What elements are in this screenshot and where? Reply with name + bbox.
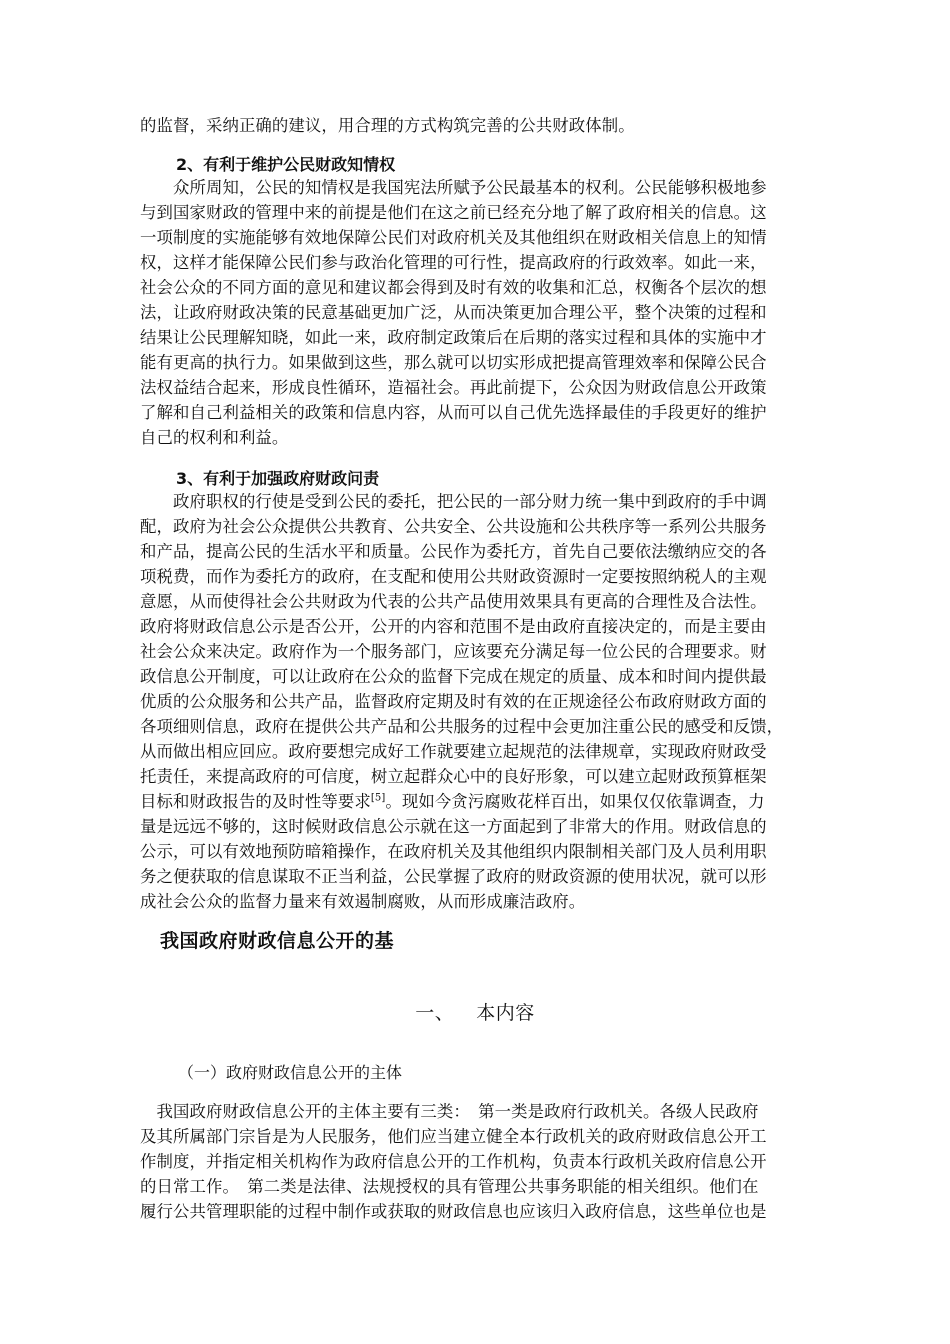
chapter-number: 一、 xyxy=(415,1002,455,1024)
text-line: 政府将财政信息公示是否公开，公开的内容和范围不是由政府直接决定的，而是主要由 xyxy=(140,617,767,636)
text-line: 众所周知，公民的知情权是我国宪法所赋予公民最基本的权利。公民能够积极地参 xyxy=(140,178,767,197)
text-line: 了解和自己利益相关的政策和信息内容，从而可以自己优先选择最佳的手段更好的维护 xyxy=(140,403,767,422)
text-line: 履行公共管理职能的过程中制作或获取的财政信息也应该归入政府信息，这些单位也是 xyxy=(140,1202,767,1221)
text-line: 项税费，而作为委托方的政府，在支配和使用公共财政资源时一定要按照纳税人的主观 xyxy=(140,567,767,586)
text-line: 成社会公众的监督力量来有效遏制腐败，从而形成廉洁政府。 xyxy=(140,892,586,911)
text-line: 优质的公众服务和公共产品，监督政府定期及时有效的在正规途径公布政府财政方面的 xyxy=(140,692,767,711)
text-line: 自己的权利和利益。 xyxy=(140,428,289,447)
text-line: 意愿，从而使得社会公共财政为代表的公共产品使用效果具有更高的合理性及合法性。 xyxy=(140,592,767,611)
heading-accountability: 3、有利于加强政府财政问责 xyxy=(176,469,380,488)
text-line: 的监督，采纳正确的建议，用合理的方式构筑完善的公共财政体制。 xyxy=(140,116,635,135)
text-line: 各项细则信息，政府在提供公共产品和公共服务的过程中会更加注重公民的感受和反馈， xyxy=(140,717,784,736)
section-heading: 我国政府财政信息公开的基 xyxy=(160,930,395,952)
text-line: 量是远远不够的，这时候财政信息公示就在这一方面起到了非常大的作用。财政信息的 xyxy=(140,817,767,836)
text-line: 社会公众的不同方面的意见和建议都会得到及时有效的收集和汇总，权衡各个层次的想 xyxy=(140,278,767,297)
text-line: 务之便获取的信息谋取不正当利益，公民掌握了政府的财政资源的使用状况，就可以形 xyxy=(140,867,767,886)
text-line: 的日常工作。 第二类是法律、法规授权的具有管理公共事务职能的相关组织。他们在 xyxy=(140,1177,759,1196)
chapter-heading xyxy=(0,998,950,1025)
text-line: 目标和财政报告的及时性等要求[5]。现如今贪污腐败花样百出，如果仅仅依靠调查，力 xyxy=(140,792,765,811)
heading-right-to-know: 2、有利于维护公民财政知情权 xyxy=(176,155,396,174)
paragraph-accountability xyxy=(140,489,812,914)
text-line: 政府职权的行使是受到公民的委托，把公民的一部分财力统一集中到政府的手中调 xyxy=(140,492,767,511)
citation-ref: [5] xyxy=(370,792,386,804)
text-line: 托责任，来提高政府的可信度，树立起群众心中的良好形象，可以建立起财政预算框架 xyxy=(140,767,767,786)
text-line: 政信息公开制度，可以让政府在公众的监督下完成在规定的质量、成本和时间内提供最 xyxy=(140,667,767,686)
text-line: 一项制度的实施能够有效地保障公民们对政府机关及其他组织在财政相关信息上的知情 xyxy=(140,228,767,247)
text-line: 社会公众来决定。政府作为一个服务部门，应该要充分满足每一位公民的合理要求。财 xyxy=(140,642,767,661)
text-line: 从而做出相应回应。政府要想完成好工作就要建立起规范的法律规章，实现政府财政受 xyxy=(140,742,767,761)
text-line: 及其所属部门宗旨是为人民服务，他们应当建立健全本行政机关的政府财政信息公开工 xyxy=(140,1127,767,1146)
text-line: 和产品，提高公民的生活水平和质量。公民作为委托方，首先自己要依法缴纳应交的各 xyxy=(140,542,767,561)
chapter-title: 本内容 xyxy=(476,1002,535,1024)
text-line: 权，这样才能保障公民们参与政治化管理的可行性，提高政府的行政效率。如此一来， xyxy=(140,253,767,272)
text-line: 配，政府为社会公众提供公共教育、公共安全、公共设施和公共秩序等一系列公共服务 xyxy=(140,517,767,536)
paragraph-intro-tail xyxy=(140,113,812,138)
text-line: 公示，可以有效地预防暗箱操作，在政府机关及其他组织内限制相关部门及人员利用职 xyxy=(140,842,767,861)
text-line-tail: 。现如今贪污腐败花样百出，如果仅仅依靠调查，力 xyxy=(385,792,765,811)
text-line: 法，让政府财政决策的民意基础更加广泛，从而决策更加合理公平，整个决策的过程和 xyxy=(140,303,767,322)
text-line: 能有更高的执行力。如果做到这些，那么就可以切实形成把提高管理效率和保障公民合 xyxy=(140,353,767,372)
text-line: 与到国家财政的管理中来的前提是他们在这之前已经充分地了解了政府相关的信息。这 xyxy=(140,203,767,222)
text-line: 结果让公民理解知晓，如此一来，政府制定政策后在后期的落实过程和具体的实施中才 xyxy=(140,328,767,347)
sub-heading-subject: （一）政府财政信息公开的主体 xyxy=(178,1063,403,1082)
text-line: 作制度，并指定相关机构作为政府信息公开的工作机构，负责本行政机关政府信息公开 xyxy=(140,1152,767,1171)
text-line: 我国政府财政信息公开的主体主要有三类： 第一类是政府行政机关。各级人民政府 xyxy=(140,1102,759,1121)
paragraph-right-to-know xyxy=(140,175,812,450)
text-line: 法权益结合起来，形成良性循环，造福社会。再此前提下，公众因为财政信息公开政策 xyxy=(140,378,767,397)
paragraph-subjects xyxy=(140,1099,812,1224)
